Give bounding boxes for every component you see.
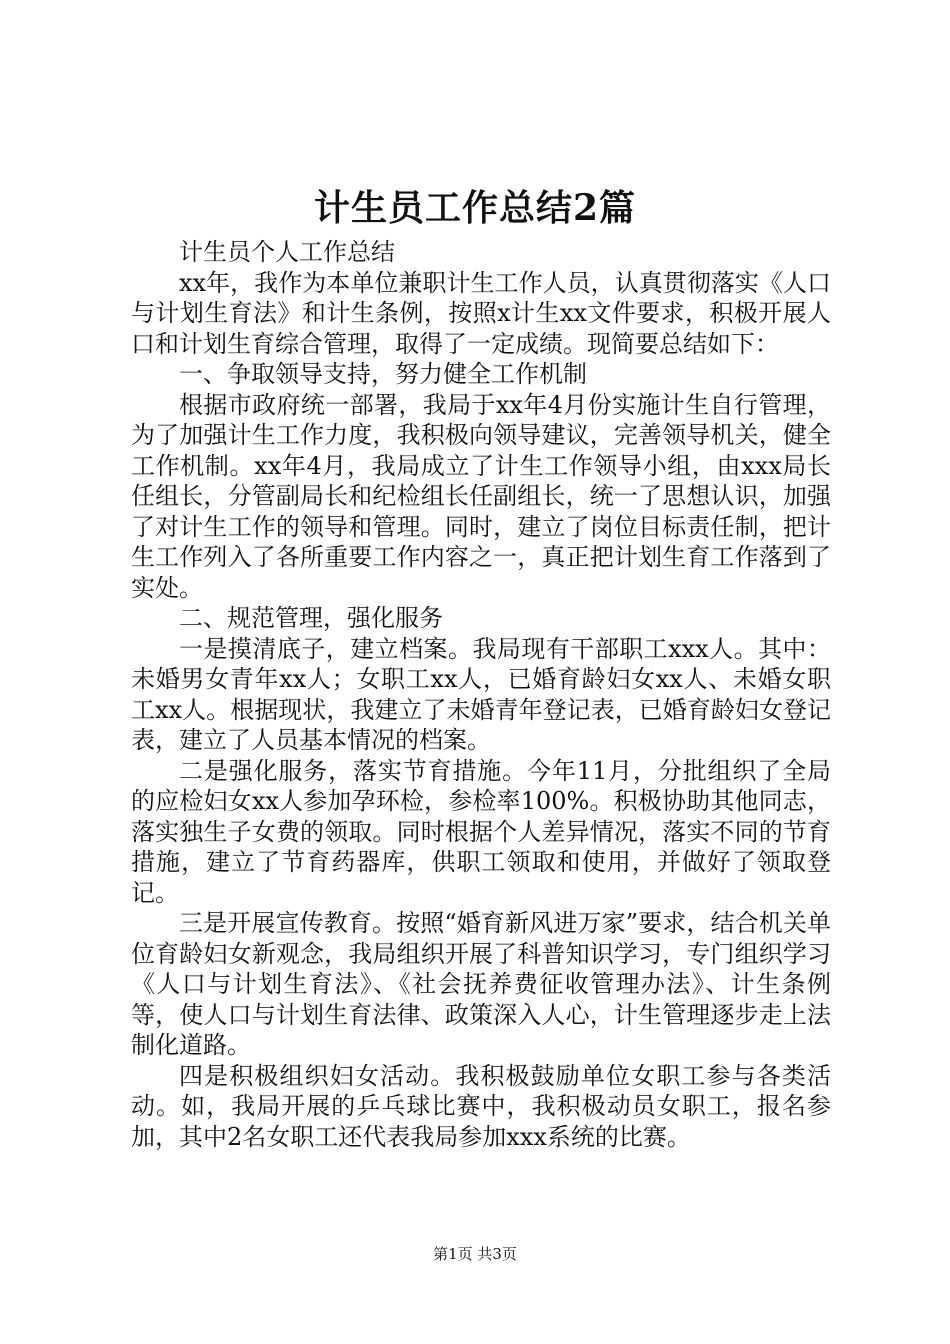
page-number-footer: 第1页 共3页 bbox=[433, 1245, 517, 1263]
paragraph-leadership: 根据市政府统一部署，我局于xx年4月份实施计生自行管理，为了加强计生工作力度，我积极向领导建议，完善领导机关，健全工作机制。xx年4月，我局成立了计生工作领导小组，由xxx局长任组长，分管副局长和纪检组长任副组长，统一了思想认识，加强了对计生工作的领导和管理。同时，建立了岗位目标责任制，把计生工作列入了各所重要工作内容之一，真正把计划生育工作落到了实处。 bbox=[131, 390, 831, 602]
document-title: 计生员工作总结2篇 bbox=[313, 187, 637, 229]
paragraph-activities: 四是积极组织妇女活动。我积极鼓励单位女职工参与各类活动。如，我局开展的乒乓球比赛中，我积极动员女职工，报名参加，其中2名女职工还代表我局参加xxx系统的比赛。 bbox=[131, 1061, 831, 1151]
paragraph-services: 二是强化服务，落实节育措施。今年11月，分批组织了全局的应检妇女xx人参加孕环检，参检率100%。积极协助其他同志，落实独生子女费的领取。同时根据个人差异情况，落实不同的节育措施，建立了节育药器库，供职工领取和使用，并做好了领取登记。 bbox=[131, 756, 831, 907]
section-heading-personal-summary: 计生员个人工作总结 bbox=[179, 238, 395, 266]
paragraph-intro: xx年，我作为本单位兼职计生工作人员，认真贯彻落实《人口与计划生育法》和计生条例，按照x计生xx文件要求，积极开展人口和计划生育综合管理，取得了一定成绩。现简要总结如下： bbox=[131, 268, 831, 358]
document-body bbox=[131, 237, 831, 1152]
section-heading-1: 一、争取领导支持，努力健全工作机制 bbox=[179, 360, 587, 388]
section-heading-2: 二、规范管理，强化服务 bbox=[179, 604, 443, 632]
paragraph-archives: 一是摸清底子，建立档案。我局现有干部职工xxx人。其中：未婚男女青年xx人；女职工xx人，已婚育龄妇女xx人、未婚女职工xx人。根据现状，我建立了未婚青年登记表，已婚育龄妇女登记表，建立了人员基本情况的档案。 bbox=[131, 634, 831, 754]
paragraph-education: 三是开展宣传教育。按照“婚育新风进万家”要求，结合机关单位育龄妇女新观念，我局组织开展了科普知识学习，专门组织学习《人口与计划生育法》、《社会抚养费征收管理办法》、计生条例等，使人口与计划生育法律、政策深入人心，计生管理逐步走上法制化道路。 bbox=[131, 909, 831, 1059]
